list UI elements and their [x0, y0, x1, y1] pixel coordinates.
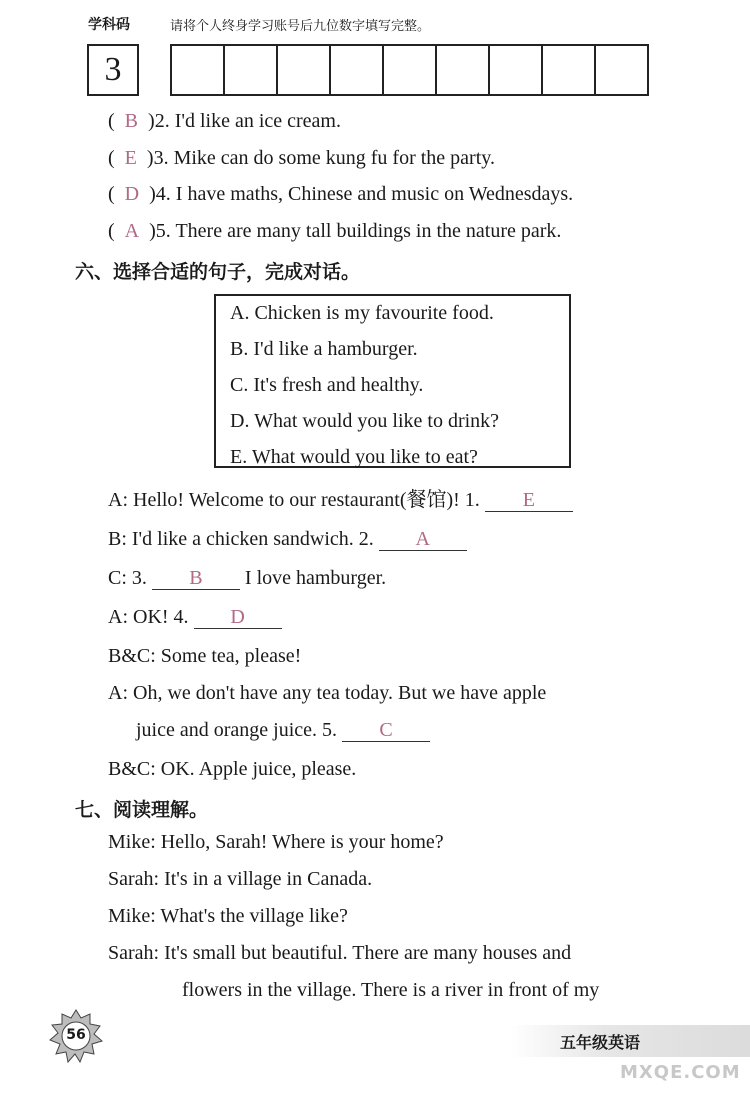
- account-digit-box[interactable]: [329, 44, 384, 96]
- question-item: ( B )2. I'd like an ice cream.: [108, 110, 341, 132]
- question-item: ( D )4. I have maths, Chinese and music on Wednesdays.: [108, 183, 574, 205]
- dialogue-line: [108, 604, 282, 630]
- options-box: [214, 294, 571, 468]
- question-number: 3.: [153, 147, 169, 169]
- option-e: E. What would you like to eat?: [230, 446, 478, 468]
- dialogue-line: [108, 487, 573, 513]
- question-text: I have maths, Chinese and music on Wednesdays.: [175, 183, 574, 205]
- account-digit-box[interactable]: [435, 44, 490, 96]
- answer-blank[interactable]: A: [379, 528, 467, 551]
- option-d: D. What would you like to drink?: [230, 410, 500, 432]
- book-title: 五年级英语: [560, 1033, 641, 1052]
- option-b: B. I'd like a hamburger.: [230, 338, 418, 360]
- answer-letter: D: [124, 183, 140, 205]
- account-digit-box[interactable]: [276, 44, 331, 96]
- question-item: ( A )5. There are many tall buildings in the nature park.: [108, 220, 562, 242]
- subject-code-box: [87, 44, 139, 96]
- answer-blank[interactable]: E: [485, 489, 573, 512]
- option-a: A. Chicken is my favourite food.: [230, 302, 494, 324]
- dialogue-line: [108, 643, 301, 669]
- account-digit-box[interactable]: [170, 44, 225, 96]
- question-text: There are many tall buildings in the nature park.: [175, 220, 562, 242]
- id-instruction: 请将个人终身学习账号后九位数字填写完整。: [170, 19, 431, 34]
- dialogue-line: [108, 526, 467, 552]
- dialogue-text: B&C: OK. Apple juice, please.: [108, 758, 357, 780]
- dialogue-text: A: Oh, we don't have any tea today. But we have apple: [108, 682, 547, 704]
- account-digit-box[interactable]: [382, 44, 437, 96]
- question-text: I'd like an ice cream.: [174, 110, 341, 132]
- dialogue-text: B&C: Some tea, please!: [108, 645, 302, 667]
- learning-account-boxes: [170, 44, 647, 96]
- reading-line: Sarah: It's small but beautiful. There are many houses and: [108, 942, 572, 964]
- question-number: 4.: [155, 183, 171, 205]
- account-digit-box[interactable]: [594, 44, 649, 96]
- section-7-heading: 七、阅读理解。: [75, 799, 209, 821]
- dialogue-text: juice and orange juice. 5.: [136, 719, 338, 741]
- answer-blank[interactable]: B: [152, 567, 240, 590]
- subject-code-value: 3: [104, 51, 122, 88]
- question-number: 2.: [154, 110, 170, 132]
- dialogue-text: I love hamburger.: [244, 567, 387, 589]
- reading-line: Mike: What's the village like?: [108, 905, 348, 927]
- reading-line: Mike: Hello, Sarah! Where is your home?: [108, 831, 444, 853]
- page-number: 56: [66, 1027, 86, 1043]
- dialogue-line: [108, 565, 386, 591]
- answer-letter: E: [124, 147, 137, 169]
- dialogue-line: [136, 717, 430, 743]
- question-text: Mike can do some kung fu for the party.: [173, 147, 495, 169]
- question-item: ( E )3. Mike can do some kung fu for the party.: [108, 147, 495, 169]
- dialogue-line: [108, 756, 356, 782]
- dialogue-text: B: I'd like a chicken sandwich. 2.: [108, 528, 374, 550]
- dialogue-text: A: Hello! Welcome to our restaurant(餐馆)! 1.: [108, 489, 480, 511]
- option-c: C. It's fresh and healthy.: [230, 374, 424, 396]
- answer-letter: B: [124, 110, 139, 132]
- watermark: MXQE.COM: [620, 1062, 741, 1083]
- answer-blank[interactable]: D: [194, 606, 282, 629]
- account-digit-box[interactable]: [541, 44, 596, 96]
- section-6-heading: 六、选择合适的句子，完成对话。: [75, 261, 361, 283]
- answer-blank[interactable]: C: [342, 719, 430, 742]
- question-number: 5.: [155, 220, 171, 242]
- reading-line: flowers in the village. There is a river in front of my: [182, 979, 600, 1001]
- subject-code-label: 学科码: [88, 17, 130, 33]
- dialogue-line: [108, 680, 546, 706]
- reading-line: Sarah: It's in a village in Canada.: [108, 868, 373, 890]
- account-digit-box[interactable]: [488, 44, 543, 96]
- dialogue-text: A: OK! 4.: [108, 606, 189, 628]
- answer-letter: A: [124, 220, 140, 242]
- dialogue-text: C: 3.: [108, 567, 147, 589]
- account-digit-box[interactable]: [223, 44, 278, 96]
